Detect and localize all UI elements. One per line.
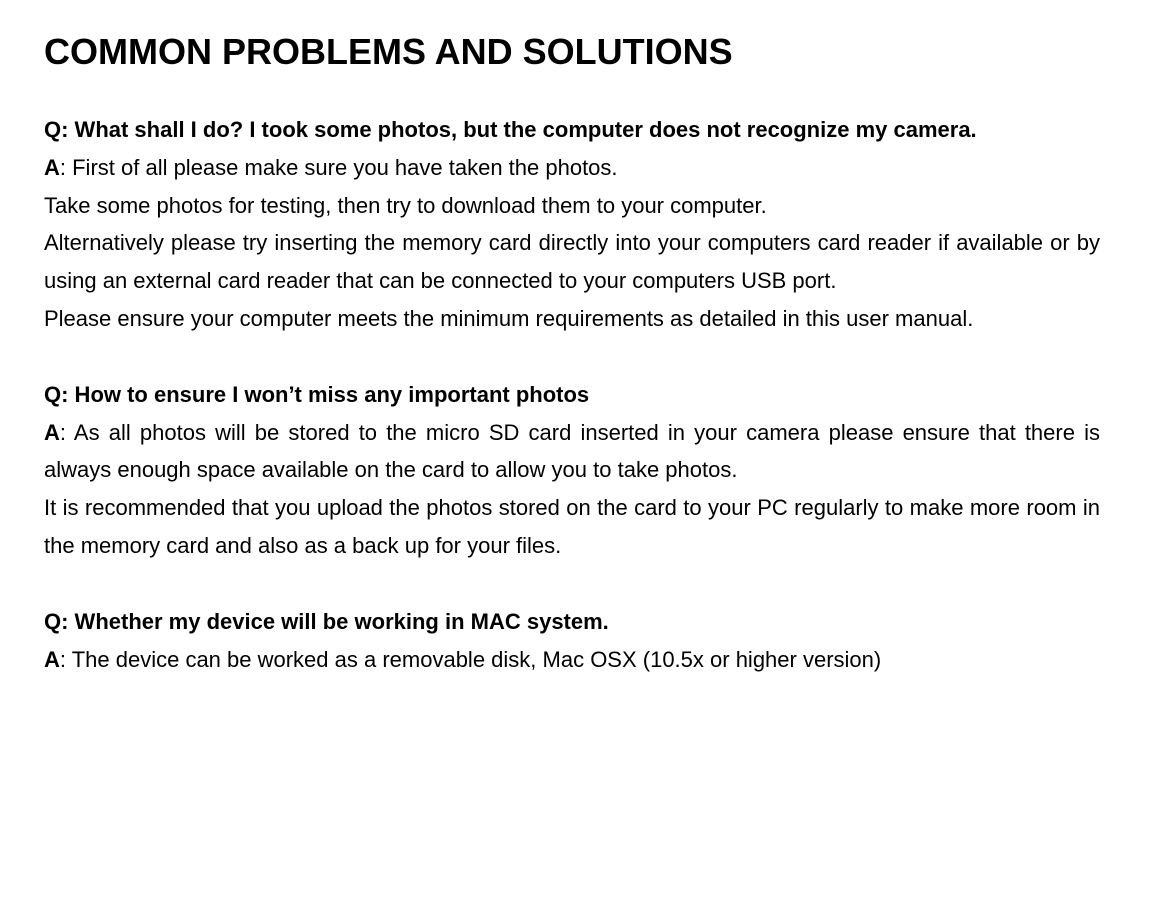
answer-3-text: : The device can be worked as a removable disk, Mac OSX (10.5x or higher version) — [59, 646, 882, 672]
answer-prefix: A — [44, 154, 60, 180]
answer-1-paragraph-3: Please ensure your computer meets the minimum requirements as detailed in this user manual. — [44, 305, 974, 331]
answer-prefix: A — [44, 419, 60, 445]
qa-item-2 — [44, 376, 1100, 565]
answer-1-paragraph-1: Take some photos for testing, then try to download them to your computer. — [44, 192, 767, 218]
question-2: Q: How to ensure I won’t miss any important photos — [44, 381, 590, 407]
answer-1-paragraph-2: Alternatively please try inserting the memory card directly into your computers card reader if available or by using an external card reader that can be connected to your computers USB port. — [44, 230, 1100, 294]
answer-2-first — [44, 414, 1100, 490]
answer-3-first — [44, 641, 1100, 679]
answer-2-text: : As all photos will be stored to the micro SD card inserted in your camera please ensure that there is always enough space available on the card to allow you to take photos. — [44, 419, 1100, 483]
page-title: COMMON PROBLEMS AND SOLUTIONS — [44, 31, 733, 72]
answer-prefix: A — [44, 646, 60, 672]
qa-item-3 — [44, 603, 1100, 679]
answer-2-paragraph-1: It is recommended that you upload the photos stored on the card to your PC regularly to make more room in the memory card and also as a back up for your files. — [44, 495, 1100, 558]
question-1: Q: What shall I do? I took some photos, but the computer does not recognize my camera. — [44, 117, 977, 142]
qa-item-1 — [44, 111, 1100, 338]
answer-1-first — [44, 149, 1100, 187]
question-3: Q: Whether my device will be working in MAC system. — [44, 608, 609, 634]
answer-1-text: : First of all please make sure you have taken the photos. — [59, 154, 618, 180]
